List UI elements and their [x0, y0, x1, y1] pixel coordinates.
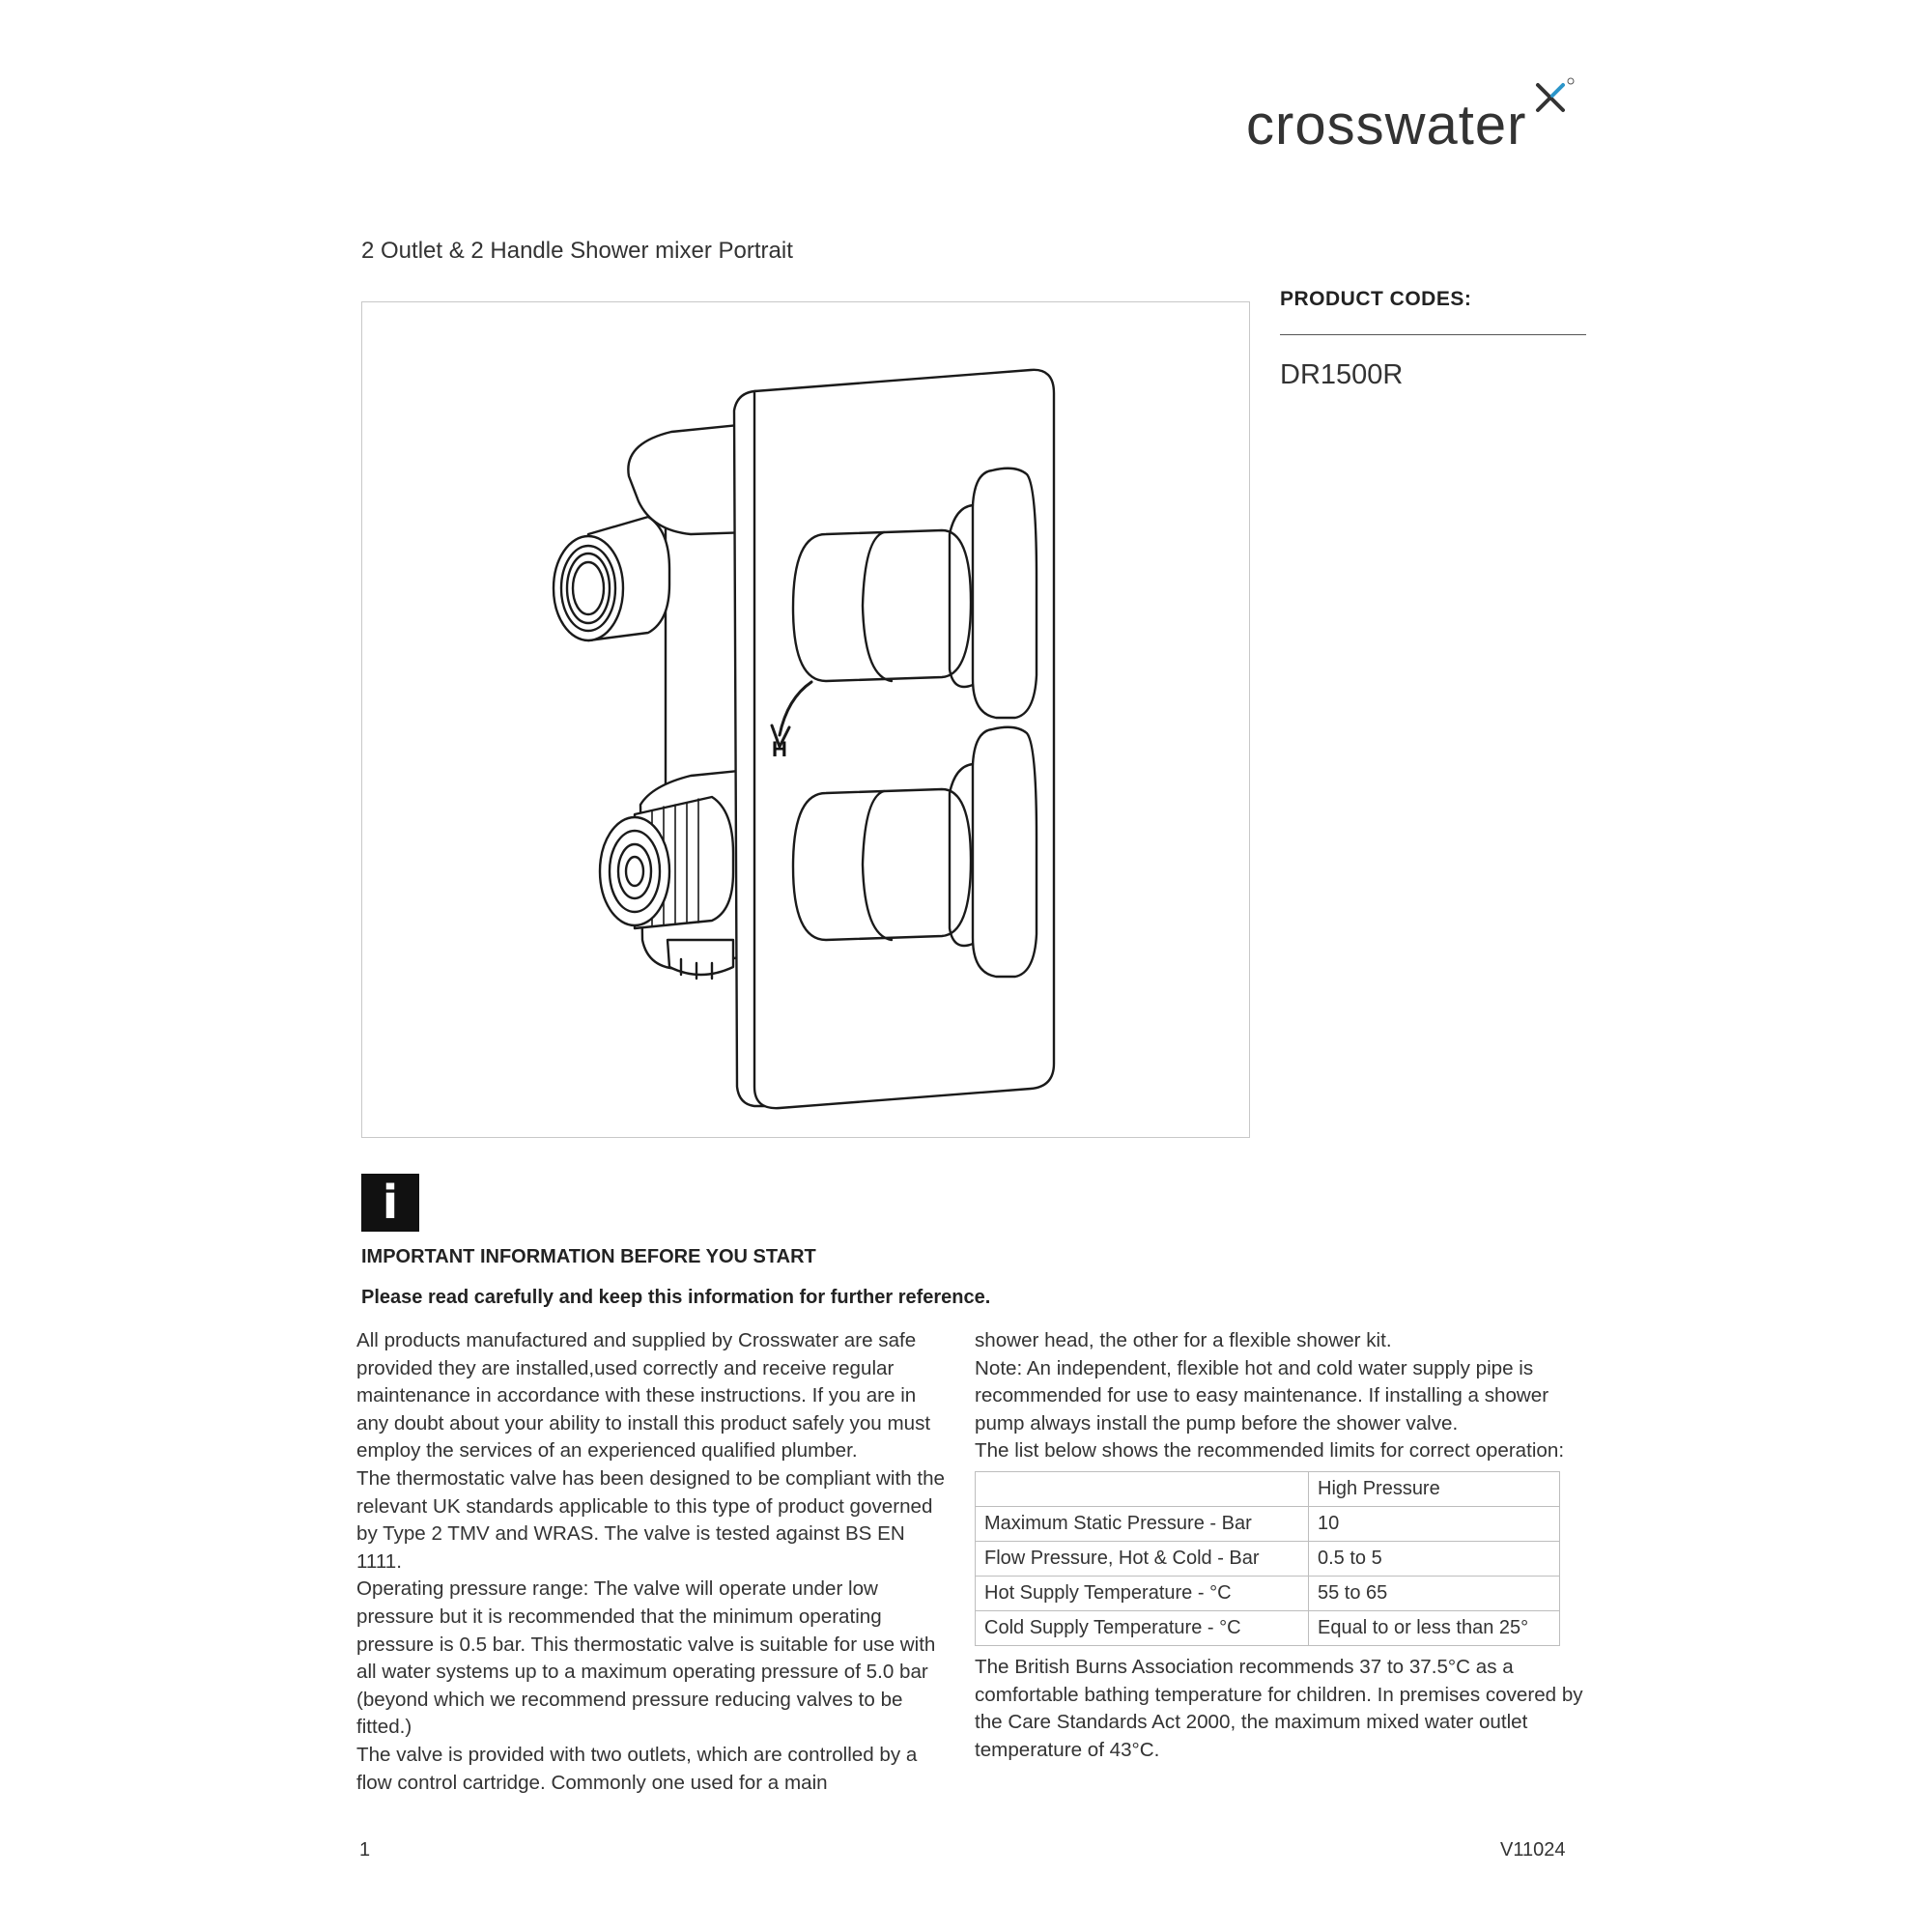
- table-cell: Maximum Static Pressure - Bar: [976, 1506, 1309, 1541]
- product-illustration: [361, 301, 1250, 1138]
- upper-handle-base: [793, 530, 971, 681]
- paragraph: The valve is provided with two outlets, which are controlled by a flow control cartridge. Commonly one used for a main: [356, 1743, 918, 1794]
- body-right-column: [975, 1327, 1589, 1764]
- body-left-column: [356, 1327, 950, 1797]
- table-cell: Hot Supply Temperature - °C: [976, 1576, 1309, 1610]
- paragraph: shower head, the other for a flexible shower kit.: [975, 1329, 1392, 1351]
- table-cell: Flow Pressure, Hot & Cold - Bar: [976, 1541, 1309, 1576]
- shower-mixer-drawing: [362, 302, 1251, 1139]
- table-row: [976, 1541, 1560, 1576]
- product-codes-label: PRODUCT CODES:: [1280, 288, 1472, 310]
- table-header-cell: [976, 1471, 1309, 1506]
- paragraph: The list below shows the recommended limits for correct operation:: [975, 1439, 1565, 1463]
- document-title: 2 Outlet & 2 Handle Shower mixer Portrait: [361, 238, 793, 264]
- hot-marking: H: [772, 737, 787, 761]
- lower-handle-base: [793, 789, 971, 940]
- table-cell: 0.5 to 5: [1309, 1541, 1560, 1576]
- table-row: [976, 1610, 1560, 1645]
- table-row: [976, 1576, 1560, 1610]
- paragraph: All products manufactured and supplied by Crosswater are safe provided they are installed,used correctly and receive regular maintenance in accordance with these instructions. If you are in any doubt about your ability to install this product safely you must employ the services of an experienced qualified plumber.: [356, 1329, 931, 1463]
- table-row: [976, 1506, 1560, 1541]
- table-cell: Cold Supply Temperature - °C: [976, 1610, 1309, 1645]
- paragraph: Note: An independent, flexible hot and cold water supply pipe is recommended for use to easy maintenance. If installing a shower pump always install the pump before the shower valve.: [975, 1356, 1549, 1435]
- brand-logo: crosswater: [1246, 94, 1527, 156]
- lower-handle-lever: [973, 727, 1037, 977]
- table-header-cell: High Pressure: [1309, 1471, 1560, 1506]
- operating-limits-table: [975, 1471, 1560, 1646]
- divider: [1280, 334, 1586, 335]
- table-header-row: [976, 1471, 1560, 1506]
- paragraph: The British Burns Association recommends 37 to 37.5°C as a comfortable bathing temperature for children. In premises covered by the Care Standards Act 2000, the maximum mixed water outlet temperature of 43°C.: [975, 1655, 1583, 1761]
- page-number: 1: [359, 1839, 371, 1861]
- upper-handle-lever: [973, 469, 1037, 718]
- paragraph: Operating pressure range: The valve will operate under low pressure but it is recommended that the minimum operating pressure is 0.5 bar. This thermostatic valve is suitable for use with all water systems up to a maximum operating pressure of 5.0 bar (beyond which we recommend pressure reducing valves to be fitted.): [356, 1577, 936, 1739]
- brand-cross-mark-icon: [1534, 75, 1577, 118]
- important-info-subheading: Please read carefully and keep this information for further reference.: [361, 1287, 991, 1308]
- table-cell: Equal to or less than 25°: [1309, 1610, 1560, 1645]
- table-cell: 55 to 65: [1309, 1576, 1560, 1610]
- table-cell: 10: [1309, 1506, 1560, 1541]
- version-code: V11024: [1500, 1839, 1566, 1861]
- info-icon: i: [361, 1174, 419, 1232]
- important-info-heading: IMPORTANT INFORMATION BEFORE YOU START: [361, 1246, 816, 1267]
- valve-bottom-cap: [668, 940, 733, 975]
- paragraph: The thermostatic valve has been designed to be compliant with the relevant UK standards applicable to this type of product governed by Type 2 TMV and WRAS. The valve is tested against BS EN 1111.: [356, 1466, 946, 1573]
- product-code: DR1500R: [1280, 359, 1404, 390]
